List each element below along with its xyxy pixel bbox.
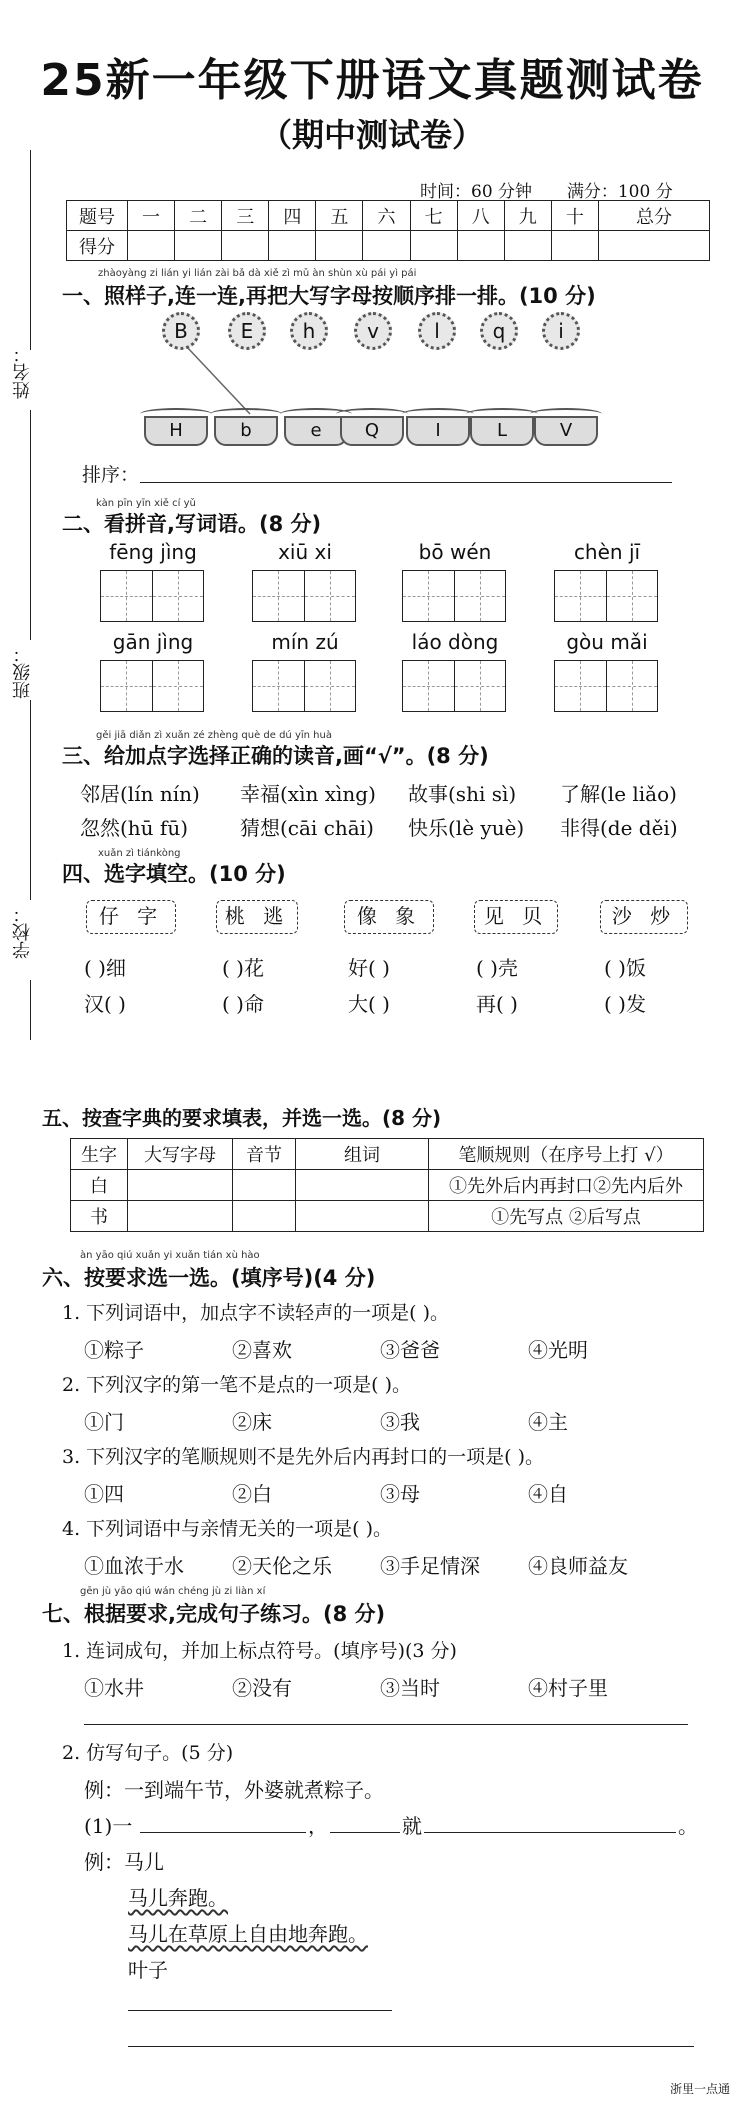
score-col: 九 (504, 201, 551, 231)
score-col: 四 (269, 201, 316, 231)
flower-letter[interactable]: B (162, 312, 200, 350)
flower-letter[interactable]: h (290, 312, 328, 350)
reading-choice[interactable]: 猜想(cāi chāi) (240, 816, 374, 840)
option[interactable]: ②床 (232, 1410, 272, 1434)
score-col: 八 (457, 201, 504, 231)
dict-cell-input[interactable] (296, 1170, 429, 1201)
dict-header-row (71, 1139, 704, 1170)
score-col: 十 (551, 201, 598, 231)
fill-blank[interactable]: 大( ) (348, 992, 390, 1016)
option[interactable]: ①血浓于水 (84, 1554, 184, 1578)
pinyin-label: bō wén (418, 540, 492, 564)
fill-blank[interactable]: ( )壳 (476, 956, 518, 980)
s2-pinyin: kàn pīn yīn xiě cí yǔ (96, 498, 196, 509)
option[interactable]: ③手足情深 (380, 1554, 480, 1578)
writing-grid[interactable] (252, 570, 356, 622)
reading-choice[interactable]: 非得(de děi) (560, 816, 678, 840)
fill-comma: ， (308, 1814, 328, 1838)
basket-letter[interactable]: V (534, 416, 598, 446)
option[interactable]: ③我 (380, 1410, 420, 1434)
writing-grid[interactable] (100, 570, 204, 622)
pinyin-label: chèn jī (573, 540, 641, 564)
fill-blank[interactable]: 再( ) (476, 992, 518, 1016)
question-text: 2. 下列汉字的第一笔不是点的一项是( )。 (62, 1374, 412, 1396)
side-class-label: 班级： (12, 645, 33, 699)
word-option: ③当时 (380, 1676, 440, 1700)
question-text: 1. 连词成句，并加上标点符号。(填序号)(3 分) (62, 1640, 457, 1662)
writing-grid[interactable] (554, 660, 658, 712)
score-row-label: 得分 (67, 231, 128, 261)
question-text: 2. 仿写句子。(5 分) (62, 1742, 234, 1764)
task-word: 叶子 (128, 1958, 168, 1982)
score-col: 七 (410, 201, 457, 231)
dict-head: 音节 (233, 1139, 296, 1170)
s6-title: 六、按要求选一选。(填序号)(4 分) (42, 1266, 376, 1290)
fill-blank[interactable]: ( )命 (222, 992, 264, 1016)
question-text: 3. 下列汉字的笔顺规则不是先外后内再封口的一项是( )。 (62, 1446, 545, 1468)
fill-prefix: (1)一 (84, 1814, 133, 1838)
question-text: 4. 下列词语中与亲情无关的一项是( )。 (62, 1518, 393, 1540)
option[interactable]: ④光明 (528, 1338, 588, 1362)
option[interactable]: ④主 (528, 1410, 568, 1434)
reading-choice[interactable]: 幸福(xìn xìng) (240, 782, 376, 806)
option[interactable]: ②天伦之乐 (232, 1554, 332, 1578)
dict-row (71, 1170, 704, 1201)
flower-letter[interactable]: i (542, 312, 580, 350)
option[interactable]: ①四 (84, 1482, 124, 1506)
s4-pinyin: xuǎn zì tiánkòng (98, 848, 181, 859)
fill-jiu: 就 (402, 1814, 422, 1838)
option[interactable]: ④良师益友 (528, 1554, 628, 1578)
dict-stroke-options[interactable]: ①先外后内再封口②先内后外 (429, 1170, 704, 1201)
s7-pinyin: gēn jù yāo qiú wán chéng jù zi liàn xí (80, 1586, 266, 1597)
s1-title: 一、照样子,连一连,再把大写字母按顺序排一排。(10 分) (62, 284, 596, 308)
pinyin-label: láo dòng (411, 630, 499, 654)
pinyin-label: xiū xi (278, 540, 332, 564)
dict-char: 白 (71, 1170, 128, 1201)
option[interactable]: ①粽子 (84, 1338, 144, 1362)
option[interactable]: ②喜欢 (232, 1338, 292, 1362)
basket-letter[interactable]: H (144, 416, 208, 446)
side-line-4 (30, 980, 31, 1040)
example-label: 例：马儿 (84, 1850, 164, 1874)
flower-letter[interactable]: E (228, 312, 266, 350)
flower-letter[interactable]: v (354, 312, 392, 350)
option[interactable]: ③母 (380, 1482, 420, 1506)
score-col: 二 (175, 201, 222, 231)
fill-period: 。 (678, 1814, 698, 1838)
score-col: 一 (128, 201, 175, 231)
reading-choice[interactable]: 故事(shi sì) (408, 782, 517, 806)
score-label: 满分：100 分 (566, 182, 673, 202)
writing-grid[interactable] (402, 660, 506, 712)
example-line-2: 马儿在草原上自由地奔跑。 (128, 1922, 368, 1946)
dict-head: 笔顺规则（在序号上打 √） (429, 1139, 704, 1170)
char-choice-box: 桃 逃 (216, 900, 298, 934)
pinyin-label: gān jìng (112, 630, 194, 654)
reading-choice[interactable]: 快乐(lè yuè) (408, 816, 525, 840)
dict-cell-input[interactable] (233, 1170, 296, 1201)
writing-grid[interactable] (100, 660, 204, 712)
char-choice-box: 见 贝 (474, 900, 558, 934)
s2-title: 二、看拼音,写词语。(8 分) (62, 512, 322, 536)
s1-connector-svg (0, 0, 744, 460)
answer-blank[interactable] (330, 1832, 400, 1833)
s1-pinyin: zhàoyàng zi lián yi lián zài bǎ dà xiě zì mǔ àn shùn xù pái yì pái (98, 268, 417, 279)
s3-pinyin: gěi jiā diǎn zì xuǎn zé zhèng què de dú yīn huà (96, 730, 332, 741)
basket-letter[interactable]: L (470, 416, 534, 446)
dict-cell-input[interactable] (233, 1201, 296, 1232)
fill-blank[interactable]: ( )细 (84, 956, 126, 980)
dict-cell-input[interactable] (296, 1201, 429, 1232)
basket-letter[interactable]: I (406, 416, 470, 446)
char-choice-box: 像 象 (344, 900, 434, 934)
example-sentence: 例：一到端午节，外婆就煮粽子。 (84, 1778, 384, 1802)
char-choice-box: 沙 炒 (600, 900, 688, 934)
page-title: 25新一年级下册语文真题测试卷 (40, 55, 704, 106)
reading-choice[interactable]: 忽然(hū fū) (80, 816, 189, 840)
option[interactable]: ①门 (84, 1410, 124, 1434)
fill-blank[interactable]: ( )发 (604, 992, 646, 1016)
char-choice-box: 仔 字 (86, 900, 176, 934)
answer-blank[interactable] (140, 1832, 306, 1833)
pinyin-label: gòu mǎi (566, 630, 648, 654)
fill-blank[interactable]: 汉( ) (84, 992, 126, 1016)
score-col: 六 (363, 201, 410, 231)
side-name-label: 姓名： (12, 345, 33, 399)
dict-head: 大写字母 (128, 1139, 233, 1170)
fill-blank[interactable]: ( )饭 (604, 956, 646, 980)
answer-line[interactable] (128, 2010, 392, 2011)
option[interactable]: ②白 (232, 1482, 272, 1506)
s5-title: 五、按查字典的要求填表，并选一选。(8 分) (42, 1106, 442, 1130)
s7-title: 七、根据要求,完成句子练习。(8 分) (42, 1602, 386, 1626)
word-option: ①水井 (84, 1676, 144, 1700)
order-answer-line[interactable] (140, 482, 672, 483)
answer-blank[interactable] (424, 1832, 676, 1833)
dict-head: 组词 (296, 1139, 429, 1170)
writing-grid[interactable] (252, 660, 356, 712)
option[interactable]: ③爸爸 (380, 1338, 440, 1362)
dict-cell-input[interactable] (128, 1201, 233, 1232)
footer-watermark: 浙里一点通 (669, 2082, 730, 2096)
pinyin-label: fēng jìng (109, 540, 197, 564)
word-option: ④村子里 (528, 1676, 608, 1700)
example-line-1: 马儿奔跑。 (128, 1886, 228, 1910)
dictionary-table (70, 1138, 704, 1232)
flower-letter[interactable]: q (480, 312, 518, 350)
score-col-head: 题号 (67, 201, 128, 231)
answer-line[interactable] (84, 1724, 688, 1725)
s6-pinyin: àn yāo qiú xuǎn yi xuǎn tián xù hào (80, 1250, 260, 1261)
reading-choice[interactable]: 邻居(lín nín) (80, 782, 200, 806)
example-connector-line (186, 346, 250, 414)
score-col: 五 (316, 201, 363, 231)
dict-cell-input[interactable] (128, 1170, 233, 1201)
score-col-total: 总分 (599, 201, 710, 231)
s3-title: 三、给加点字选择正确的读音,画“√”。(8 分) (62, 744, 489, 768)
dict-stroke-options[interactable]: ①先写点 ②后写点 (429, 1201, 704, 1232)
time-label: 时间：60 分钟 (420, 182, 533, 202)
question-text: 1. 下列词语中，加点字不读轻声的一项是( )。 (62, 1302, 450, 1324)
dict-char: 书 (71, 1201, 128, 1232)
order-label: 排序： (82, 464, 140, 486)
writing-grid[interactable] (554, 570, 658, 622)
writing-grid[interactable] (402, 570, 506, 622)
score-col: 三 (222, 201, 269, 231)
word-option: ②没有 (232, 1676, 292, 1700)
dict-head: 生字 (71, 1139, 128, 1170)
s4-title: 四、选字填空。(10 分) (62, 862, 286, 886)
side-line-3 (30, 700, 31, 900)
basket-letter[interactable]: Q (340, 416, 404, 446)
flower-letter[interactable]: l (418, 312, 456, 350)
dict-row (71, 1201, 704, 1232)
option[interactable]: ④自 (528, 1482, 568, 1506)
side-school-label: 学校： (12, 905, 33, 959)
fill-blank[interactable]: 好( ) (348, 956, 390, 980)
fill-blank[interactable]: ( )花 (222, 956, 264, 980)
reading-choice[interactable]: 了解(le liǎo) (560, 782, 677, 806)
basket-letter[interactable]: e (284, 416, 348, 446)
page-subtitle: （期中测试卷） (259, 116, 484, 154)
pinyin-label: mín zú (271, 630, 339, 654)
answer-line[interactable] (128, 2046, 694, 2047)
basket-letter[interactable]: b (214, 416, 278, 446)
